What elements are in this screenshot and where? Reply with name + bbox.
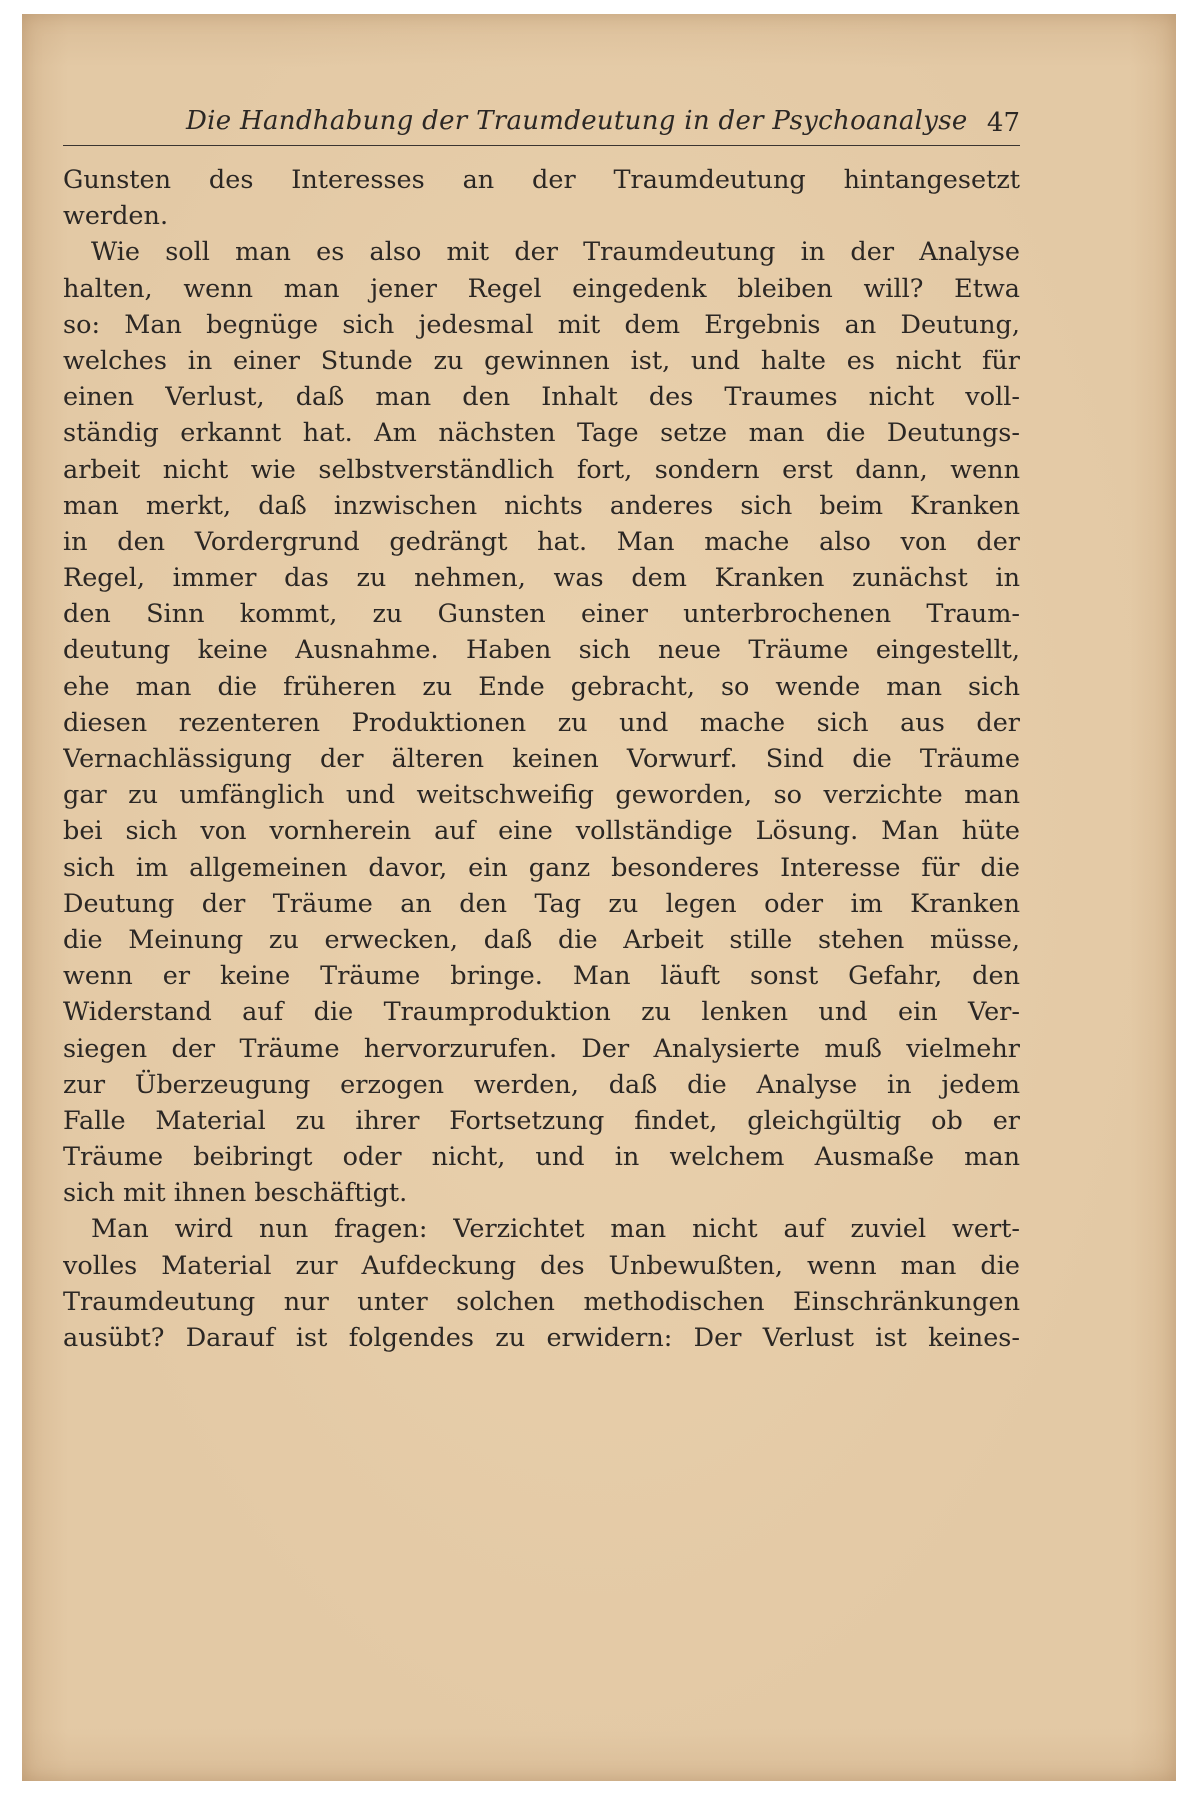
text-line: man merkt, daß inzwischen nichts anderes sich beim Kranken bbox=[63, 490, 1020, 521]
text-line: werden. bbox=[63, 201, 169, 232]
text-line: Regel, immer das zu nehmen, was dem Kranken zunächst in bbox=[63, 563, 1020, 594]
text-line: zur Überzeugung erzogen werden, daß die Analyse in jedem bbox=[63, 1069, 1020, 1100]
header-rule bbox=[63, 145, 1020, 146]
text-line: Falle Material zu ihrer Fortsetzung findet, gleichgültig ob er bbox=[63, 1105, 1020, 1136]
text-line: arbeit nicht wie selbstverständlich fort, sondern erst dann, wenn bbox=[63, 454, 1020, 485]
text-line: wenn er keine Träume bringe. Man läuft sonst Gefahr, den bbox=[63, 961, 1020, 992]
text-line: Traumdeutung nur unter solchen methodischen Einschränkungen bbox=[63, 1286, 1020, 1317]
paragraph-3 bbox=[63, 1211, 1020, 1356]
paragraph-2 bbox=[63, 234, 1020, 1211]
text-line: die Meinung zu erwecken, daß die Arbeit stille stehen müsse, bbox=[63, 924, 1020, 955]
text-line: ausübt? Darauf ist folgendes zu erwidern: Der Verlust ist keines- bbox=[63, 1323, 1020, 1353]
paragraph-1 bbox=[63, 162, 1020, 234]
text-line: Deutung der Träume an den Tag zu legen oder im Kranken bbox=[63, 888, 1020, 919]
text-line: Man wird nun fragen: Verzichtet man nicht auf zuviel wert- bbox=[91, 1214, 1020, 1245]
body-text bbox=[63, 162, 1020, 1356]
text-line: einen Verlust, daß man den Inhalt des Traumes nicht voll- bbox=[63, 382, 1020, 413]
text-line: bei sich von vornherein auf eine vollständige Lösung. Man hüte bbox=[63, 816, 1020, 847]
text-line: so: Man begnüge sich jedesmal mit dem Ergebnis an Deutung, bbox=[63, 309, 1020, 340]
book-page bbox=[22, 14, 1176, 1781]
text-line: Vernachlässigung der älteren keinen Vorwurf. Sind die Träume bbox=[63, 744, 1020, 774]
text-line: Widerstand auf die Traumproduktion zu lenken und ein Ver- bbox=[63, 997, 1020, 1028]
text-line: gar zu umfänglich und weitschweifig geworden, so verzichte man bbox=[63, 780, 1020, 811]
text-line: ständig erkannt hat. Am nächsten Tage setze man die Deutungs- bbox=[63, 418, 1020, 449]
text-line: Wie soll man es also mit der Traumdeutung in der Analyse bbox=[91, 237, 1020, 268]
text-line: ehe man die früheren zu Ende gebracht, so wende man sich bbox=[63, 671, 1020, 702]
text-line: halten, wenn man jener Regel eingedenk bleiben will? Etwa bbox=[63, 273, 1020, 304]
text-line: Träume beibringt oder nicht, und in welchem Ausmaße man bbox=[63, 1142, 1020, 1173]
page-number: 47 bbox=[986, 108, 1020, 138]
text-line: Gunsten des Interesses an der Traumdeutung hintangesetzt bbox=[63, 165, 1020, 195]
text-line: in den Vordergrund gedrängt hat. Man mache also von der bbox=[63, 526, 1020, 557]
page-header bbox=[70, 106, 1020, 146]
text-line: sich mit ihnen beschäftigt. bbox=[63, 1178, 408, 1209]
text-line: den Sinn kommt, zu Gunsten einer unterbrochenen Traum- bbox=[63, 599, 1020, 630]
text-line: sich im allgemeinen davor, ein ganz besonderes Interesse für die bbox=[63, 852, 1020, 883]
running-title: Die Handhabung der Traumdeutung in der Psychoanalyse bbox=[186, 106, 968, 136]
text-line: diesen rezenteren Produktionen zu und mache sich aus der bbox=[63, 707, 1020, 738]
text-line: welches in einer Stunde zu gewinnen ist, und halte es nicht für bbox=[63, 345, 1020, 376]
text-line: volles Material zur Aufdeckung des Unbewußten, wenn man die bbox=[63, 1250, 1020, 1281]
text-line: siegen der Träume hervorzurufen. Der Analysierte muß vielmehr bbox=[63, 1033, 1020, 1064]
text-line: deutung keine Ausnahme. Haben sich neue Träume eingestellt, bbox=[63, 635, 1020, 666]
